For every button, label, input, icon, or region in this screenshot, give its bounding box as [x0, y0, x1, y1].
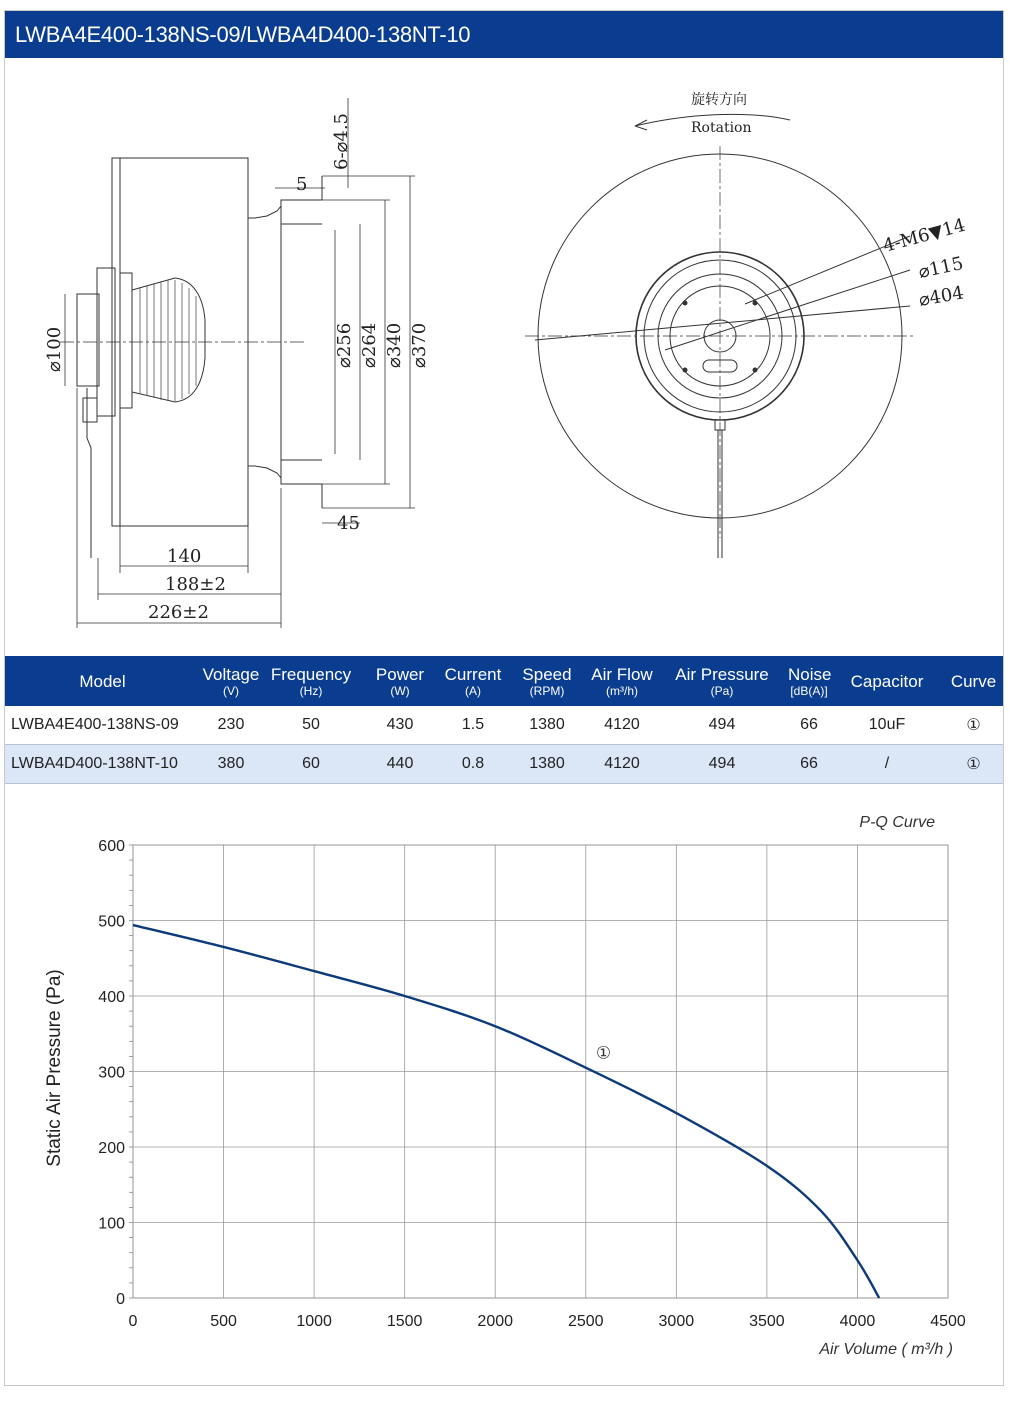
table-row — [5, 706, 1003, 745]
shroud-bottom — [120, 466, 322, 526]
dim-140: 140 — [167, 546, 202, 567]
cell-current: 0.8 — [440, 745, 506, 784]
cell-power: 430 — [360, 706, 440, 745]
x-axis-label: Air Volume ( m³/h ) — [819, 1341, 953, 1358]
x-tick-label: 2500 — [567, 1313, 604, 1330]
dim-188: 188±2 — [165, 574, 226, 595]
dim-d404: ⌀404 — [917, 282, 966, 311]
motor-hub — [77, 294, 99, 386]
y-tick-label: 300 — [98, 1064, 125, 1082]
dim-d340: ⌀340 — [384, 322, 405, 368]
curve-annotation: ① — [595, 1043, 612, 1063]
x-tick-label: 3000 — [658, 1313, 695, 1330]
dim-45: 45 — [337, 513, 360, 534]
col-current: Current (A) — [440, 656, 506, 706]
cell-model: LWBA4E400-138NS-09 — [5, 706, 200, 745]
cell-voltage: 230 — [200, 706, 262, 745]
y-tick-label: 400 — [98, 989, 125, 1006]
dim-226: 226±2 — [148, 602, 209, 623]
side-dimension-labels — [44, 113, 430, 623]
dim-d115: ⌀115 — [916, 252, 966, 283]
cell-airflow: 4120 — [588, 745, 656, 784]
front-view — [525, 114, 915, 558]
cell-power: 440 — [360, 745, 440, 784]
y-tick-label: 600 — [98, 838, 125, 855]
y-axis-label: Static Air Pressure (Pa) — [44, 969, 65, 1167]
cell-curve: ① — [944, 745, 1003, 784]
cell-voltage: 380 — [200, 745, 262, 784]
spec-table — [5, 656, 1003, 784]
cell-noise: 66 — [788, 706, 830, 745]
col-curve: Curve — [944, 656, 1003, 706]
chart-title: P-Q Curve — [859, 814, 935, 831]
technical-drawing — [5, 58, 1003, 656]
x-tick-label: 1500 — [386, 1313, 423, 1330]
cell-speed: 1380 — [506, 745, 588, 784]
table-row — [5, 745, 1003, 784]
front-dimension-labels — [691, 92, 968, 311]
dim-thread: 4-M6▼14 — [880, 214, 968, 257]
dim-5: 5 — [296, 174, 308, 195]
col-model: Model — [5, 656, 200, 706]
cell-curve: ① — [944, 706, 1003, 745]
y-tick-label: 200 — [98, 1140, 125, 1157]
cable-gland — [83, 398, 97, 422]
cell-model: LWBA4D400-138NT-10 — [5, 745, 200, 784]
y-tick-label: 500 — [98, 913, 125, 931]
rotation-label-en: Rotation — [691, 120, 752, 136]
col-power: Power (W) — [360, 656, 440, 706]
cable — [87, 388, 91, 558]
cell-airpressure: 494 — [656, 706, 788, 745]
cell-capacitor: / — [830, 745, 944, 784]
motor-fins — [140, 280, 196, 401]
cell-airpressure: 494 — [656, 745, 788, 784]
cell-noise: 66 — [788, 745, 830, 784]
x-tick-label: 4500 — [930, 1313, 966, 1330]
chart-grid — [133, 845, 948, 1298]
cell-speed: 1380 — [506, 706, 588, 745]
col-frequency: Frequency (Hz) — [262, 656, 360, 706]
dim-d370: ⌀370 — [409, 322, 430, 368]
x-tick-label: 0 — [128, 1313, 138, 1330]
dim-d256: ⌀256 — [334, 322, 355, 368]
col-capacitor: Capacitor — [830, 656, 944, 706]
y-tick-label: 100 — [98, 1215, 125, 1233]
col-noise: Noise [dB(A)] — [788, 656, 830, 706]
rotation-label-cn: 旋转方向 — [691, 92, 747, 108]
dim-d264: ⌀264 — [359, 322, 380, 368]
table-header-row — [5, 656, 1003, 706]
pq-chart — [5, 790, 1003, 1380]
chart-ticks — [98, 838, 966, 1330]
col-airpressure: Air Pressure (Pa) — [656, 656, 788, 706]
motor-body — [132, 278, 205, 402]
col-voltage: Voltage (V) — [200, 656, 262, 706]
mount-plate — [120, 273, 132, 408]
dim-holes: 6-⌀4.5 — [331, 113, 352, 170]
x-tick-label: 3500 — [749, 1313, 785, 1330]
cell-capacitor: 10uF — [830, 706, 944, 745]
cell-frequency: 60 — [262, 745, 360, 784]
col-speed: Speed (RPM) — [506, 656, 588, 706]
cell-current: 1.5 — [440, 706, 506, 745]
x-tick-label: 500 — [210, 1313, 237, 1330]
side-view — [60, 158, 322, 558]
x-tick-label: 2000 — [477, 1313, 514, 1330]
x-tick-label: 1000 — [296, 1313, 332, 1330]
cell-airflow: 4120 — [588, 706, 656, 745]
page-title: LWBA4E400-138NS-09/LWBA4D400-138NT-10 — [5, 11, 1003, 58]
y-tick-label: 0 — [116, 1291, 125, 1308]
dim-d100: ⌀100 — [44, 326, 65, 372]
cell-frequency: 50 — [262, 706, 360, 745]
x-tick-label: 4000 — [839, 1313, 876, 1330]
col-airflow: Air Flow (m³/h) — [588, 656, 656, 706]
